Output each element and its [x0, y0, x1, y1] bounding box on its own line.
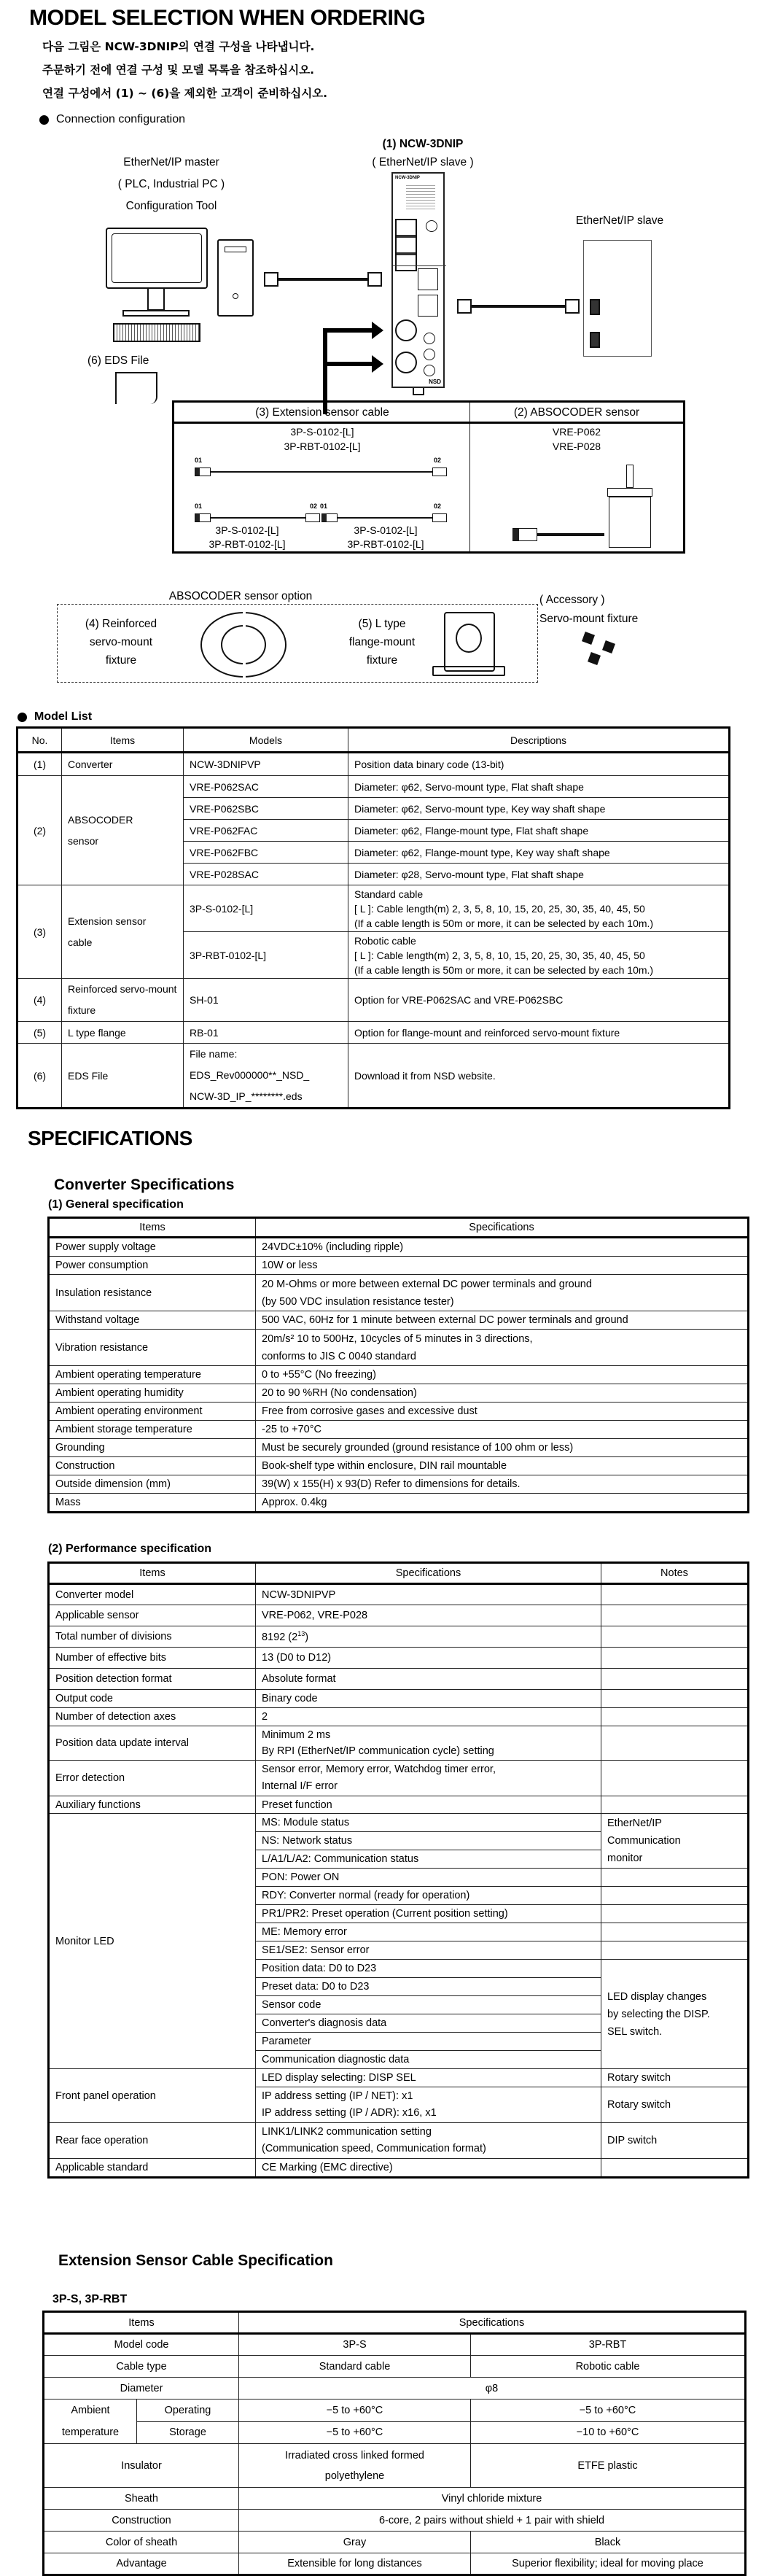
slave-label: EtherNet/IP slave — [575, 214, 664, 227]
spec-value: 20 to 90 %RH (No condensation) — [256, 1384, 749, 1403]
table-row — [17, 753, 730, 776]
table-row — [49, 1475, 749, 1494]
col-header: Specifications — [256, 1218, 749, 1238]
cable-spec-table — [42, 2311, 747, 2576]
col-header: Specifications — [256, 1563, 601, 1584]
spec-value: 500 VAC, 60Hz for 1 minute between external DC power terminals and ground — [256, 1311, 749, 1330]
ip-adr-x16-switch — [424, 349, 435, 360]
split-cable-model: 3P-S-0102-[L] — [215, 524, 279, 536]
device-label: NCW-3DNIP — [395, 176, 420, 180]
option5-label-1: (5) L type — [358, 618, 406, 630]
row-desc: Option for VRE-P062SAC and VRE-P062SBC — [348, 979, 730, 1022]
spec-value: -25 to +70°C — [256, 1421, 749, 1439]
sensor-model: VRE-P062 — [552, 426, 601, 438]
table-row — [49, 1494, 749, 1513]
converter-title: (1) NCW-3DNIP — [382, 138, 464, 150]
cable-line — [211, 517, 305, 519]
row-no: (1) — [17, 753, 62, 776]
spec-item: Ambient storage temperature — [49, 1421, 256, 1439]
col-header: Notes — [601, 1563, 749, 1584]
ethernet-cable — [472, 305, 565, 308]
row-item: Extension sensor cable — [62, 885, 184, 979]
cable-plug — [457, 299, 472, 314]
intro-line: 연결 구성에서 (1) ~ (6)을 제외한 고객이 준비하십시오. — [42, 87, 328, 100]
table-row: Color of sheath Gray Black — [44, 2532, 746, 2553]
spec-item: Construction — [49, 1457, 256, 1475]
table-row: Number of effective bits 13 (D0 to D12) — [49, 1648, 749, 1669]
servo-mount-fixture-icon — [200, 612, 286, 678]
converter-spec-title: Converter Specifications — [54, 1176, 235, 1193]
brand-logo: NSD — [429, 379, 441, 385]
connector-icon — [321, 513, 338, 522]
col-header: Items — [49, 1563, 256, 1584]
table-row: Insulator Irradiated cross linked formed polyethylene ETFE plastic — [44, 2444, 746, 2488]
table-row: Converter model NCW-3DNIPVP — [49, 1584, 749, 1605]
col-header: Descriptions — [348, 728, 730, 753]
table-row — [17, 979, 730, 1022]
row-item: L type flange — [62, 1022, 184, 1044]
table-row: Monitor LED MS: Module status EtherNet/IP Communication monitor — [49, 1814, 749, 1832]
accessory-name: Servo-mount fixture — [539, 613, 639, 625]
row-desc: Robotic cable [ L ]: Cable length(m) 2, 3, 5, 8, 10, 15, 20, 25, 30, 35, 40, 45, 50 (If a cable length is 50m or more, it can be selected by each 10m.) — [348, 932, 730, 979]
table-row: Applicable standard CE Marking (EMC directive) — [49, 2159, 749, 2178]
spec-value: 39(W) x 155(H) x 93(D) Refer to dimensions for details. — [256, 1475, 749, 1494]
row-model: VRE-P062FAC — [184, 820, 348, 842]
spec-item: Ambient operating temperature — [49, 1366, 256, 1384]
link1-port — [418, 268, 438, 290]
spec-value: Must be securely grounded (ground resistance of 100 ohm or less) — [256, 1439, 749, 1457]
row-model: VRE-P028SAC — [184, 864, 348, 885]
page-title: MODEL SELECTION WHEN ORDERING — [29, 6, 426, 30]
split-cable-model: 3P-RBT-0102-[L] — [208, 538, 286, 550]
row-desc: Position data binary code (13-bit) — [348, 753, 730, 776]
sensor2-connector — [395, 352, 417, 373]
spec-item: Power consumption — [49, 1257, 256, 1275]
spec-item: Ambient operating humidity — [49, 1384, 256, 1403]
cable-end-label: 01 — [195, 503, 203, 510]
fixture-clip-icon — [588, 652, 601, 665]
ext-cable-model: 3P-S-0102-[L] — [290, 426, 354, 438]
table-row: Cable type Standard cable Robotic cable — [44, 2356, 746, 2378]
row-model: File name: EDS_Rev000000**_NSD_ NCW-3D_IP_********.eds — [184, 1044, 348, 1109]
col-header: Items — [62, 728, 184, 753]
table-row — [49, 1311, 749, 1330]
row-no: (2) — [17, 776, 62, 885]
arrow-shaft — [323, 328, 375, 333]
table-row — [49, 1439, 749, 1457]
sensor-shaft — [626, 465, 634, 488]
cable-sensor-box — [172, 400, 685, 554]
keyboard-icon — [113, 323, 200, 342]
row-desc: Diameter: φ28, Servo-mount type, Flat shaft shape — [348, 864, 730, 885]
split-cable-model: 3P-S-0102-[L] — [354, 524, 418, 536]
connector-icon — [305, 513, 320, 522]
bullet-icon — [17, 713, 27, 722]
cable-end-label: 01 — [195, 457, 203, 464]
cable-end-label: 01 — [320, 503, 328, 510]
ethernet-cable — [278, 278, 367, 281]
sensor-model: VRE-P028 — [552, 441, 601, 452]
table-row: Total number of divisions 8192 $(2^{13})$ — [49, 1626, 749, 1648]
row-item: ABSOCODER sensor — [62, 776, 184, 885]
monitor-base — [122, 310, 190, 317]
table-row — [49, 1366, 749, 1384]
row-desc: Standard cable [ L ]: Cable length(m) 2, 3, 5, 8, 10, 15, 20, 25, 30, 35, 40, 45, 50 (If a cable length is 50m or more, it can be selected by each 10m.) — [348, 885, 730, 932]
table-row — [17, 1044, 730, 1109]
master-label-1: EtherNet/IP master — [123, 156, 219, 168]
table-row: Sheath Vinyl chloride mixture — [44, 2488, 746, 2510]
table-row: Error detection Sensor error, Memory error, Watchdog timer error, Internal I/F error — [49, 1761, 749, 1796]
ext-cable-model: 3P-RBT-0102-[L] — [284, 441, 361, 452]
col-header: Items — [49, 1218, 256, 1238]
encoder-sensor-icon — [609, 497, 651, 548]
table-row: Construction 6-core, 2 pairs without shield + 1 pair with shield — [44, 2510, 746, 2532]
model-list-title: Model List — [34, 710, 93, 723]
spec-value: 20 M-Ohms or more between external DC power terminals and ground (by 500 VDC insulation resistance tester) — [256, 1275, 749, 1311]
sensor1-connector — [395, 319, 417, 341]
general-spec-table — [47, 1217, 749, 1513]
table-row: Diameter φ8 — [44, 2378, 746, 2400]
connector-icon — [195, 513, 211, 522]
slave-device — [583, 240, 652, 357]
connection-config-heading — [39, 113, 185, 126]
row-model: NCW-3DNIPVP — [184, 753, 348, 776]
bullet-icon — [39, 115, 49, 125]
spec-value: Free from corrosive gases and excessive dust — [256, 1403, 749, 1421]
table-row: Output code Binary code — [49, 1690, 749, 1708]
cable-line — [211, 471, 432, 473]
model-list-heading — [17, 710, 92, 723]
ext-cable-header: (3) Extension sensor cable — [255, 406, 389, 419]
sensor-option-title: ABSOCODER sensor option — [168, 590, 313, 602]
connector-icon — [432, 513, 447, 522]
table-row — [49, 1384, 749, 1403]
ip-net-switch — [424, 333, 435, 344]
arrow-head-icon — [372, 322, 383, 339]
performance-spec-title: (2) Performance specification — [48, 1543, 212, 1555]
cable-end-label: 02 — [434, 503, 442, 510]
connection-config-label: Connection configuration — [56, 113, 186, 125]
row-item: EDS File — [62, 1044, 184, 1109]
table-row — [49, 1330, 749, 1366]
option4-label-1: (4) Reinforced — [85, 618, 157, 630]
link2-port — [418, 295, 438, 317]
intro-line: 주문하기 전에 연결 구성 및 모델 목록을 참조하십시오. — [42, 63, 315, 77]
row-desc: Download it from NSD website. — [348, 1044, 730, 1109]
table-row: Advantage Extensible for long distances Superior flexibility; ideal for moving place — [44, 2553, 746, 2575]
cable-plug — [367, 272, 382, 287]
spec-item: Ambient operating environment — [49, 1403, 256, 1421]
table-row — [17, 776, 730, 798]
master-label-3: Configuration Tool — [125, 200, 217, 212]
table-row — [49, 1275, 749, 1311]
power-terminal — [395, 219, 417, 271]
table-row — [49, 1257, 749, 1275]
converter-device — [391, 172, 445, 388]
arrow-shaft — [323, 362, 375, 366]
spec-item: Withstand voltage — [49, 1311, 256, 1330]
performance-spec-table: Items Specifications Notes Converter model NCW-3DNIPVP Applicable sensor VRE-P062, VRE-P028 Total number of divisions 8192 $(2^{13})$ Number of effective bits 13 (D0 to D12) Position detection format Absolute format Output code Binary code Number of detection axes 2 Position data update interval Minimum 2 ms By RPI (EtherNet/IP communication cycle) setting Error detection Sensor error, Memory error, Watchdog timer error, Internal I/F error Auxiliary functions Preset function Monitor LED MS: Module status EtherNet/IP Communication monitor NS: Network status L/A1/L/A2: Communication status PON: Power ON RDY: Converter normal (ready for operation) PR1/PR2: Preset operation (Current position setting) ME: Memory error SE1/SE2: Sensor error Position data: D0 to D23 LED display changes by selecting the DISP. SEL switch. Preset data: D0 to D23 Sensor code Converter's diagnosis data Parameter Communication diagnostic data Front panel operation LED display selecting: DISP SEL Rotary switch IP address setting (IP / NET): x1 IP address setting (IP / ADR): x16, x1 Rotary switch Rear face operation LINK1/LINK2 communication setting (Communication speed, Communication format) DIP switch Applicable standard CE Marking (EMC directive) — [47, 1561, 749, 2179]
accessory-label: ( Accessory ) — [539, 594, 605, 606]
table-row — [49, 1238, 749, 1257]
table-row — [17, 1022, 730, 1044]
option4-label-3: fixture — [105, 654, 137, 667]
table-row: Applicable sensor VRE-P062, VRE-P028 — [49, 1605, 749, 1626]
table-row: Ambient temperature Operating −5 to +60°C −5 to +60°C — [44, 2400, 746, 2422]
led-panel — [406, 184, 435, 212]
general-spec-title: (1) General specification — [48, 1198, 184, 1211]
option5-label-2: flange-mount — [348, 636, 416, 648]
option5-label-3: fixture — [366, 654, 398, 667]
cable-spec-subtitle: 3P-S, 3P-RBT — [52, 2293, 128, 2305]
row-desc: Diameter: φ62, Flange-mount type, Key way shaft shape — [348, 842, 730, 864]
table-row: Model code 3P-S 3P-RBT — [44, 2334, 746, 2356]
col-header: Specifications — [239, 2312, 746, 2334]
connector-icon — [195, 468, 211, 476]
spec-value: Book-shelf type within enclosure, DIN rail mountable — [256, 1457, 749, 1475]
ethernet-port-icon — [590, 332, 600, 348]
row-no: (6) — [17, 1044, 62, 1109]
spec-item: Vibration resistance — [49, 1330, 256, 1366]
table-row — [17, 885, 730, 932]
cable-spec-title: Extension Sensor Cable Specification — [58, 2252, 333, 2269]
row-model: VRE-P062SBC — [184, 798, 348, 820]
row-desc: Diameter: φ62, Servo-mount type, Key way shaft shape — [348, 798, 730, 820]
spec-item: Mass — [49, 1494, 256, 1513]
row-no: (3) — [17, 885, 62, 979]
intro-line: 다음 그림은 NCW-3DNIP의 연결 구성을 나타냅니다. — [42, 40, 315, 53]
row-model: 3P-S-0102-[L] — [184, 885, 348, 932]
col-header: Models — [184, 728, 348, 753]
spec-item: Power supply voltage — [49, 1238, 256, 1257]
table-row: Storage −5 to +60°C −10 to +60°C — [44, 2421, 746, 2444]
fixture-clip-icon — [602, 640, 615, 653]
col-header: No. — [17, 728, 62, 753]
row-item: Reinforced servo-mount fixture — [62, 979, 184, 1022]
cable-line — [338, 517, 432, 519]
row-model: VRE-P062FBC — [184, 842, 348, 864]
l-flange-fixture-icon — [444, 612, 495, 672]
spec-value: Approx. 0.4kg — [256, 1494, 749, 1513]
eds-file-label: (6) EDS File — [87, 354, 149, 367]
spec-value: 20m/s² 10 to 500Hz, 10cycles of 5 minutes in 3 directions, conforms to JIS C 0040 standard — [256, 1330, 749, 1366]
table-row: Rear face operation LINK1/LINK2 communication setting (Communication speed, Communication format) DIP switch — [49, 2123, 749, 2159]
table-row — [49, 1403, 749, 1421]
spec-item: Outside dimension (mm) — [49, 1475, 256, 1494]
fixture-clip-icon — [582, 632, 595, 645]
sensor-connector-icon — [512, 528, 537, 541]
sensor-option-box — [57, 604, 538, 683]
col-header: Items — [44, 2312, 239, 2334]
monitor-stand — [147, 289, 165, 311]
disp-sel-switch — [426, 220, 437, 232]
ip-adr-x1-switch — [424, 365, 435, 376]
spec-value: 24VDC±10% (including ripple) — [256, 1238, 749, 1257]
row-model: 3P-RBT-0102-[L] — [184, 932, 348, 979]
row-model: VRE-P062SAC — [184, 776, 348, 798]
table-row: Auxiliary functions Preset function — [49, 1796, 749, 1814]
model-list-table — [16, 726, 730, 1109]
spec-item: Insulation resistance — [49, 1275, 256, 1311]
row-no: (4) — [17, 979, 62, 1022]
table-row: Number of detection axes 2 — [49, 1708, 749, 1726]
din-clip — [413, 388, 424, 395]
row-model: SH-01 — [184, 979, 348, 1022]
general-spec-body — [49, 1238, 749, 1513]
spec-item: Grounding — [49, 1439, 256, 1457]
row-desc: Diameter: φ62, Servo-mount type, Flat shaft shape — [348, 776, 730, 798]
spec-value: 10W or less — [256, 1257, 749, 1275]
row-item: Converter — [62, 753, 184, 776]
spec-value: 0 to +55°C (No freezing) — [256, 1366, 749, 1384]
connector-icon — [432, 468, 447, 476]
table-row — [49, 1457, 749, 1475]
document-icon — [115, 372, 157, 404]
table-row: Front panel operation LED display selecting: DISP SEL Rotary switch — [49, 2069, 749, 2087]
cable-plug — [264, 272, 278, 287]
split-cable-model: 3P-RBT-0102-[L] — [347, 538, 424, 550]
table-row: Position detection format Absolute format — [49, 1669, 749, 1690]
table-row: Position data update interval Minimum 2 ms By RPI (EtherNet/IP communication cycle) setting — [49, 1726, 749, 1761]
master-label-2: ( PLC, Industrial PC ) — [117, 178, 225, 190]
row-desc: Diameter: φ62, Flange-mount type, Flat shaft shape — [348, 820, 730, 842]
row-desc: Option for flange-mount and reinforced servo-mount fixture — [348, 1022, 730, 1044]
pc-tower-icon — [217, 239, 254, 317]
table-row — [49, 1421, 749, 1439]
arrow-head-icon — [372, 355, 383, 373]
sensor-cable — [537, 533, 604, 536]
row-no: (5) — [17, 1022, 62, 1044]
cable-plug — [565, 299, 580, 314]
cable-end-label: 02 — [310, 503, 318, 510]
converter-subtitle: ( EtherNet/IP slave ) — [372, 156, 474, 168]
monitor-icon — [106, 228, 208, 289]
specifications-title: SPECIFICATIONS — [28, 1127, 192, 1149]
ethernet-port-icon — [590, 299, 600, 315]
cable-end-label: 02 — [434, 457, 442, 464]
row-model: RB-01 — [184, 1022, 348, 1044]
sensor-flange — [607, 488, 652, 497]
option4-label-2: servo-mount — [89, 636, 153, 648]
sensor-header: (2) ABSOCODER sensor — [513, 406, 640, 419]
